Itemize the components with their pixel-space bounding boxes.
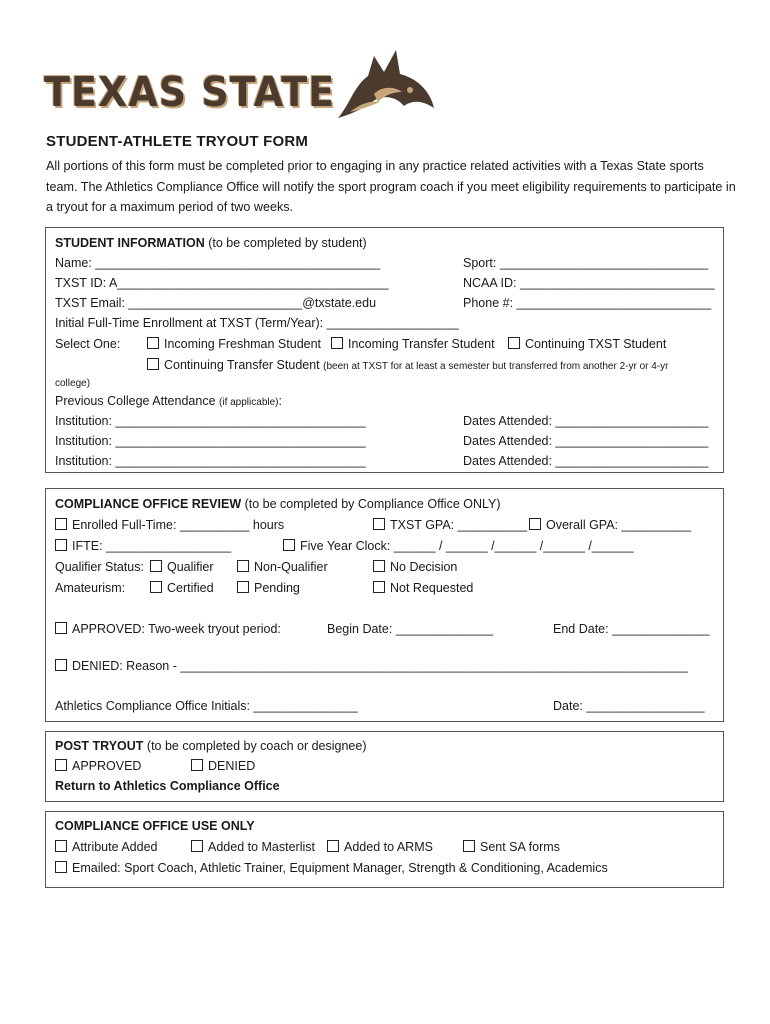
checkbox[interactable] [147,337,159,349]
post-tryout-heading-note: (to be completed by coach or designee) [146,739,367,753]
institution-field-1[interactable]: Institution: ____________________________________ [55,414,366,428]
ncaa-id-field[interactable]: NCAA ID: ____________________________ [463,276,715,290]
checkbox[interactable] [529,518,541,530]
student-heading [55,236,367,250]
txst-id-field[interactable]: TXST ID: A_______________________________________ [55,276,389,290]
five-year-clock-field[interactable] [283,539,634,553]
compliance-review-section [45,488,724,722]
checkbox[interactable] [55,861,67,873]
checkbox[interactable] [55,518,67,530]
checkbox[interactable] [508,337,520,349]
compliance-date-field[interactable]: Date: _________________ [553,699,705,713]
checkbox[interactable] [191,759,203,771]
option-label: Incoming Transfer Student [348,337,495,351]
student-heading-title: STUDENT INFORMATION [55,236,205,250]
non-qualifier-option[interactable] [237,560,328,574]
post-tryout-heading [55,739,367,753]
previous-college-colon: : [278,394,282,408]
checkbox[interactable] [237,560,249,572]
checkbox[interactable] [150,581,162,593]
ifte-field[interactable] [55,539,231,553]
logo-wordmark: TEXAS STATE [44,68,336,116]
previous-college-label: Previous College Attendance [55,394,216,408]
option-label: Continuing TXST Student [525,337,667,351]
no-decision-option[interactable] [373,560,457,574]
intro-paragraph: All portions of this form must be completed prior to engaging in any practice related activities with a Texas State sports team. The Athletics Compliance Office will notify the sport program coach if you meet eligibility requirements to participate in a tryout for a maximum period of two weeks. [46,159,736,214]
return-instruction: Return to Athletics Compliance Office [55,779,280,793]
option-label: Attribute Added [72,840,158,854]
option-label: Emailed: Sport Coach, Athletic Trainer, Equipment Manager, Strength & Conditioning, Academics [72,861,608,875]
field-label: DENIED: Reason - _________________________________________________________________________ [72,659,688,673]
student-heading-note: (to be completed by student) [208,236,367,250]
select-one-label: Select One: [55,337,121,351]
checkbox[interactable] [373,581,385,593]
emailed-option[interactable] [55,861,608,875]
institution-field-3[interactable]: Institution: ____________________________________ [55,454,366,468]
checkbox[interactable] [327,840,339,852]
option-label: Sent SA forms [480,840,560,854]
txst-gpa-field[interactable] [373,518,527,532]
not-requested-option[interactable] [373,581,473,595]
compliance-heading [55,497,501,511]
checkbox[interactable] [373,560,385,572]
option-label: Added to Masterlist [208,840,315,854]
added-to-arms-option[interactable] [327,840,433,854]
name-field[interactable]: Name: _________________________________________ [55,256,381,270]
field-label: Enrolled Full-Time: __________ hours [72,518,285,532]
sport-field[interactable]: Sport: ______________________________ [463,256,709,270]
amateurism-label: Amateurism: [55,581,126,595]
option-label: APPROVED: Two-week tryout period: [72,622,281,636]
approved-tryout-option[interactable] [55,622,281,636]
txst-email-field[interactable]: TXST Email: _________________________@txstate.edu [55,296,377,310]
use-only-heading: COMPLIANCE OFFICE USE ONLY [55,819,255,833]
checkbox[interactable] [463,840,475,852]
continuing-txst-option[interactable] [508,337,666,351]
checkbox[interactable] [150,560,162,572]
option-label: Not Requested [390,581,474,595]
post-tryout-heading-title: POST TRYOUT [55,739,144,753]
dates-attended-field-2[interactable]: Dates Attended: ______________________ [463,434,709,448]
post-denied-option[interactable] [191,759,255,773]
enrollment-field[interactable]: Initial Full-Time Enrollment at TXST (Term/Year): ___________________ [55,316,459,330]
option-label: Continuing Transfer Student [164,358,320,372]
institution-field-2[interactable]: Institution: ____________________________________ [55,434,366,448]
option-label: APPROVED [72,759,142,773]
checkbox[interactable] [55,659,67,671]
continuing-transfer-note-cont: college) [55,378,91,389]
dates-attended-field-1[interactable]: Dates Attended: ______________________ [463,414,709,428]
checkbox[interactable] [55,759,67,771]
sent-sa-forms-option[interactable] [463,840,560,854]
option-label: Certified [167,581,214,595]
qualifier-option[interactable] [150,560,214,574]
student-information-section [45,227,724,473]
option-label: No Decision [390,560,458,574]
option-label: Added to ARMS [344,840,433,854]
option-label: DENIED [208,759,256,773]
overall-gpa-field[interactable] [529,518,691,532]
field-label: Five Year Clock: ______ / ______ /______ /______ /______ [300,539,634,553]
incoming-transfer-option[interactable] [331,337,495,351]
end-date-field[interactable]: End Date: ______________ [553,622,710,636]
option-label: Pending [254,581,300,595]
added-to-masterlist-option[interactable] [191,840,315,854]
continuing-transfer-note: (been at TXST for at least a semester but transferred from another 2-yr or 4-yr [323,361,669,372]
previous-college-heading [55,394,282,408]
checkbox[interactable] [191,840,203,852]
field-label: Overall GPA: __________ [546,518,692,532]
form-title: STUDENT-ATHLETE TRYOUT FORM [46,133,309,150]
field-label: TXST GPA: __________ [390,518,528,532]
post-tryout-section [45,731,724,802]
checkbox[interactable] [331,337,343,349]
post-approved-option[interactable] [55,759,141,773]
option-label: Non-Qualifier [254,560,328,574]
checkbox[interactable] [147,358,159,370]
certified-option[interactable] [150,581,214,595]
compliance-heading-title: COMPLIANCE OFFICE REVIEW [55,497,242,511]
bobcat-icon [330,46,442,126]
checkbox[interactable] [373,518,385,530]
qualifier-status-label: Qualifier Status: [55,560,144,574]
compliance-heading-note: (to be completed by Compliance Office ONLY) [244,497,501,511]
begin-date-field[interactable]: Begin Date: ______________ [327,622,494,636]
continuing-transfer-option[interactable] [147,358,668,372]
field-label: IFTE: __________________ [72,539,232,553]
enrolled-full-time-field[interactable] [55,518,284,532]
checkbox[interactable] [237,581,249,593]
phone-field[interactable]: Phone #: ____________________________ [463,296,712,310]
pending-option[interactable] [237,581,300,595]
denied-reason-field[interactable] [55,659,688,673]
checkbox[interactable] [55,622,67,634]
incoming-freshman-option[interactable] [147,337,321,351]
compliance-use-only-section [45,811,724,888]
checkbox[interactable] [55,840,67,852]
previous-college-note: (if applicable) [219,397,279,408]
compliance-initials-field[interactable]: Athletics Compliance Office Initials: _______________ [55,699,358,713]
option-label: Qualifier [167,560,214,574]
dates-attended-field-3[interactable]: Dates Attended: ______________________ [463,454,709,468]
checkbox[interactable] [283,539,295,551]
texas-state-logo [44,46,404,126]
checkbox[interactable] [55,539,67,551]
option-label: Incoming Freshman Student [164,337,322,351]
attribute-added-option[interactable] [55,840,157,854]
